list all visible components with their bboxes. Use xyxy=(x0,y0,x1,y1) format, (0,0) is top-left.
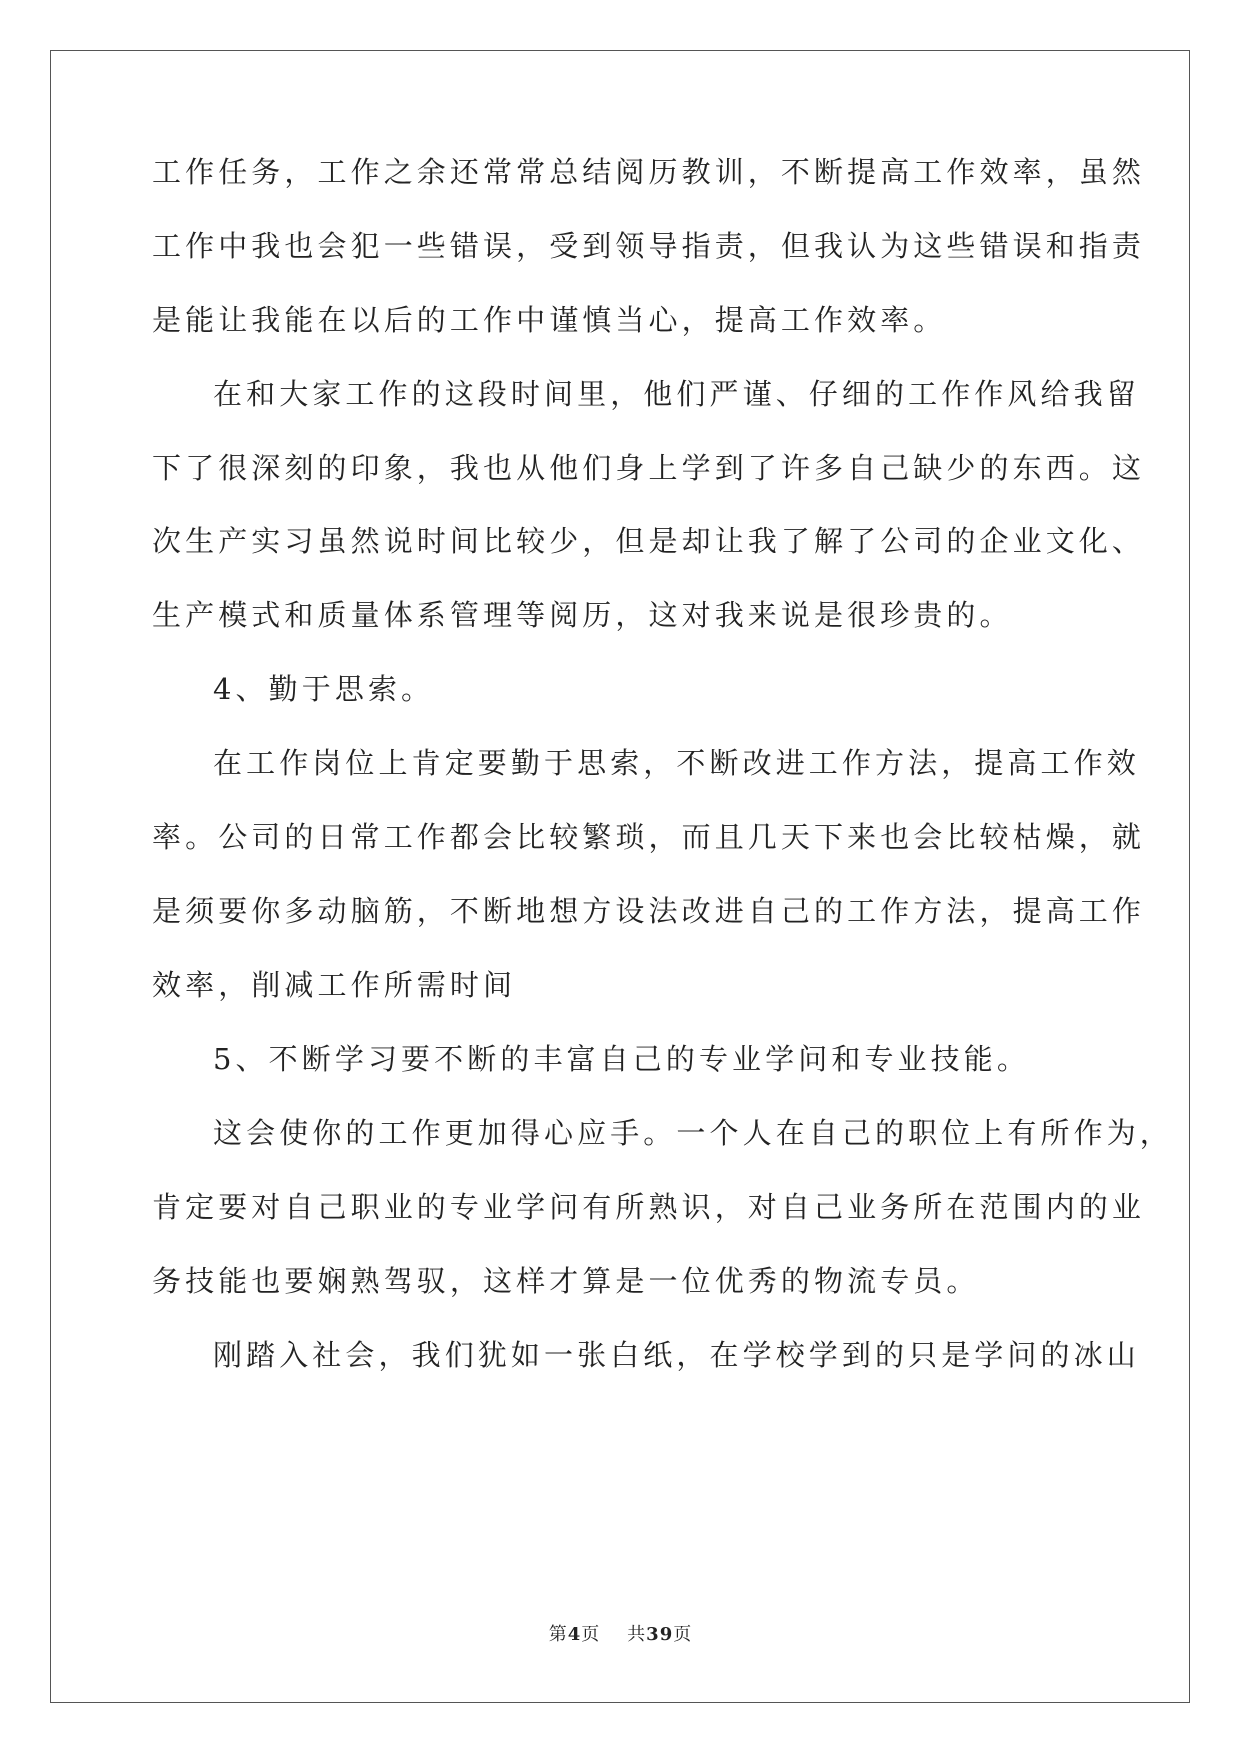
total-pages: 39 xyxy=(646,1624,674,1645)
paragraph-line: 刚踏入社会，我们犹如一张白纸，在学校学到的只是学问的冰山 xyxy=(213,1338,1140,1372)
paragraph-line: 效率，削减工作所需时间 xyxy=(152,968,517,1002)
page-number: 4 xyxy=(567,1624,582,1645)
paragraph-line: 务技能也要娴熟驾驭，这样才算是一位优秀的物流专员。 xyxy=(152,1264,980,1298)
paragraph-line: 在工作岗位上肯定要勤于思索，不断改进工作方法，提高工作效 xyxy=(213,746,1140,780)
paragraph-line: 生产模式和质量体系管理等阅历，这对我来说是很珍贵的。 xyxy=(152,598,1013,632)
page-border xyxy=(50,50,1190,1703)
paragraph-line: 是须要你多动脑筋，不断地想方设法改进自己的工作方法，提高工作 xyxy=(152,894,1146,928)
paragraph-line: 工作中我也会犯一些错误，受到领导指责，但我认为这些错误和指责 xyxy=(152,229,1146,263)
total-suffix: 页 xyxy=(673,1624,693,1645)
paragraph-line: 工作任务，工作之余还常常总结阅历教训，不断提高工作效率，虽然 xyxy=(152,155,1146,189)
paragraph-line: 下了很深刻的印象，我也从他们身上学到了许多自己缺少的东西。这 xyxy=(152,451,1146,485)
paragraph-line: 是能让我能在以后的工作中谨慎当心，提高工作效率。 xyxy=(152,303,947,337)
page-prefix: 第 xyxy=(548,1624,568,1645)
paragraph-line: 在和大家工作的这段时间里，他们严谨、仔细的工作作风给我留 xyxy=(213,377,1140,411)
paragraph-line: 这会使你的工作更加得心应手。一个人在自己的职位上有所作为， xyxy=(213,1116,1173,1150)
section-heading: 4、勤于思索。 xyxy=(213,672,435,706)
paragraph-line: 次生产实习虽然说时间比较少，但是却让我了解了公司的企业文化、 xyxy=(152,524,1146,558)
paragraph-line: 率。公司的日常工作都会比较繁琐，而且几天下来也会比较枯燥，就 xyxy=(152,820,1146,854)
page-footer xyxy=(0,1620,1241,1646)
section-heading: 5、不断学习要不断的丰富自己的专业学问和专业技能。 xyxy=(213,1042,1030,1076)
page-suffix: 页 xyxy=(581,1624,601,1645)
paragraph-line: 肯定要对自己职业的专业学问有所熟识，对自己业务所在范围内的业 xyxy=(152,1190,1146,1224)
total-prefix: 共 xyxy=(627,1624,647,1645)
